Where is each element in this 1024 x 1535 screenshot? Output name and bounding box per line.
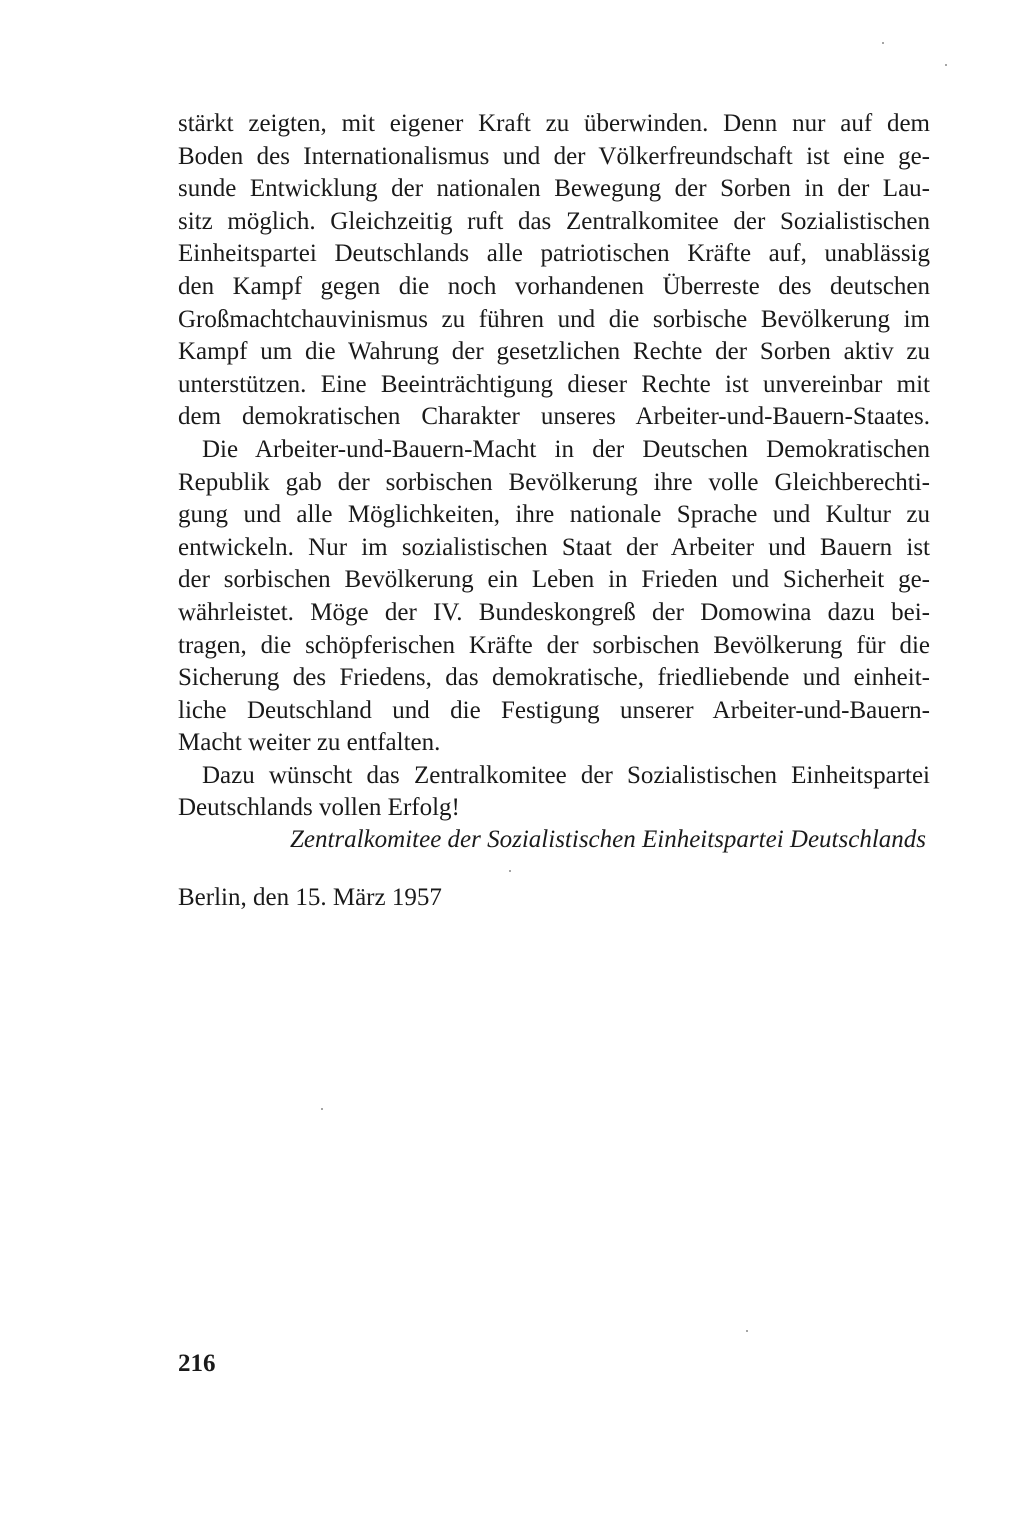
text-line: der sorbischen Bevölkerung ein Leben in Frieden und Sicherheit ge- — [178, 566, 930, 594]
text-line: unterstützen. Eine Beeinträchtigung dieser Rechte ist unvereinbar mit — [178, 370, 930, 398]
text-line: den Kampf gegen die noch vorhandenen Überreste des deutschen — [178, 272, 930, 300]
text-line: Republik gab der sorbischen Bevölkerung ihre volle Gleichberechti- — [178, 468, 930, 496]
paper-speck — [945, 64, 947, 66]
text-line: Macht weiter zu entfalten. — [178, 729, 441, 757]
text-line: Deutschlands vollen Erfolg! — [178, 794, 460, 822]
paper-speck — [321, 1108, 323, 1110]
body-text — [178, 108, 930, 825]
text-line: Dazu wünscht das Zentralkomitee der Sozialistischen Einheitspartei — [202, 761, 930, 789]
text-line: sitz möglich. Gleichzeitig ruft das Zentralkomitee der Sozialistischen — [178, 207, 930, 235]
text-line: sunde Entwicklung der nationalen Bewegung der Sorben in der Lau- — [178, 175, 930, 203]
paragraph-1 — [178, 108, 930, 434]
text-line: gung und alle Möglichkeiten, ihre nationale Sprache und Kultur zu — [178, 501, 930, 529]
text-line: Boden des Internationalismus und der Völkerfreundschaft ist eine ge- — [178, 142, 930, 170]
text-line: liche Deutschland und die Festigung unserer Arbeiter-und-Bauern- — [178, 696, 930, 724]
text-line: tragen, die schöpferischen Kräfte der sorbischen Bevölkerung für die — [178, 631, 930, 659]
page-number: 216 — [178, 1350, 216, 1377]
text-line: stärkt zeigten, mit eigener Kraft zu überwinden. Denn nur auf dem — [178, 110, 930, 137]
text-line: dem demokratischen Charakter unseres Arbeiter-und-Bauern-Staates. — [178, 403, 930, 431]
text-line: Die Arbeiter-und-Bauern-Macht in der Deutschen Demokratischen — [202, 435, 930, 463]
text-line: Einheitspartei Deutschlands alle patriotischen Kräfte auf, unablässig — [178, 240, 930, 268]
text-line: Großmachtchauvinismus zu führen und die sorbische Bevölkerung im — [178, 305, 930, 333]
paragraph-2 — [178, 434, 930, 760]
paragraph-3 — [178, 760, 930, 825]
date-line: Berlin, den 15. März 1957 — [178, 884, 442, 911]
paper-speck — [509, 870, 511, 872]
signature: Zentralkomitee der Sozialistischen Einheitspartei Deutschlands — [289, 826, 926, 853]
paper-speck — [746, 1330, 748, 1332]
paper-speck — [882, 42, 884, 44]
text-line: entwickeln. Nur im sozialistischen Staat der Arbeiter und Bauern ist — [178, 533, 930, 561]
text-line: währleistet. Möge der IV. Bundeskongreß der Domowina dazu bei- — [178, 598, 930, 626]
text-line: Kampf um die Wahrung der gesetzlichen Rechte der Sorben aktiv zu — [178, 338, 930, 366]
text-line: Sicherung des Friedens, das demokratische, friedliebende und einheit- — [178, 664, 930, 692]
